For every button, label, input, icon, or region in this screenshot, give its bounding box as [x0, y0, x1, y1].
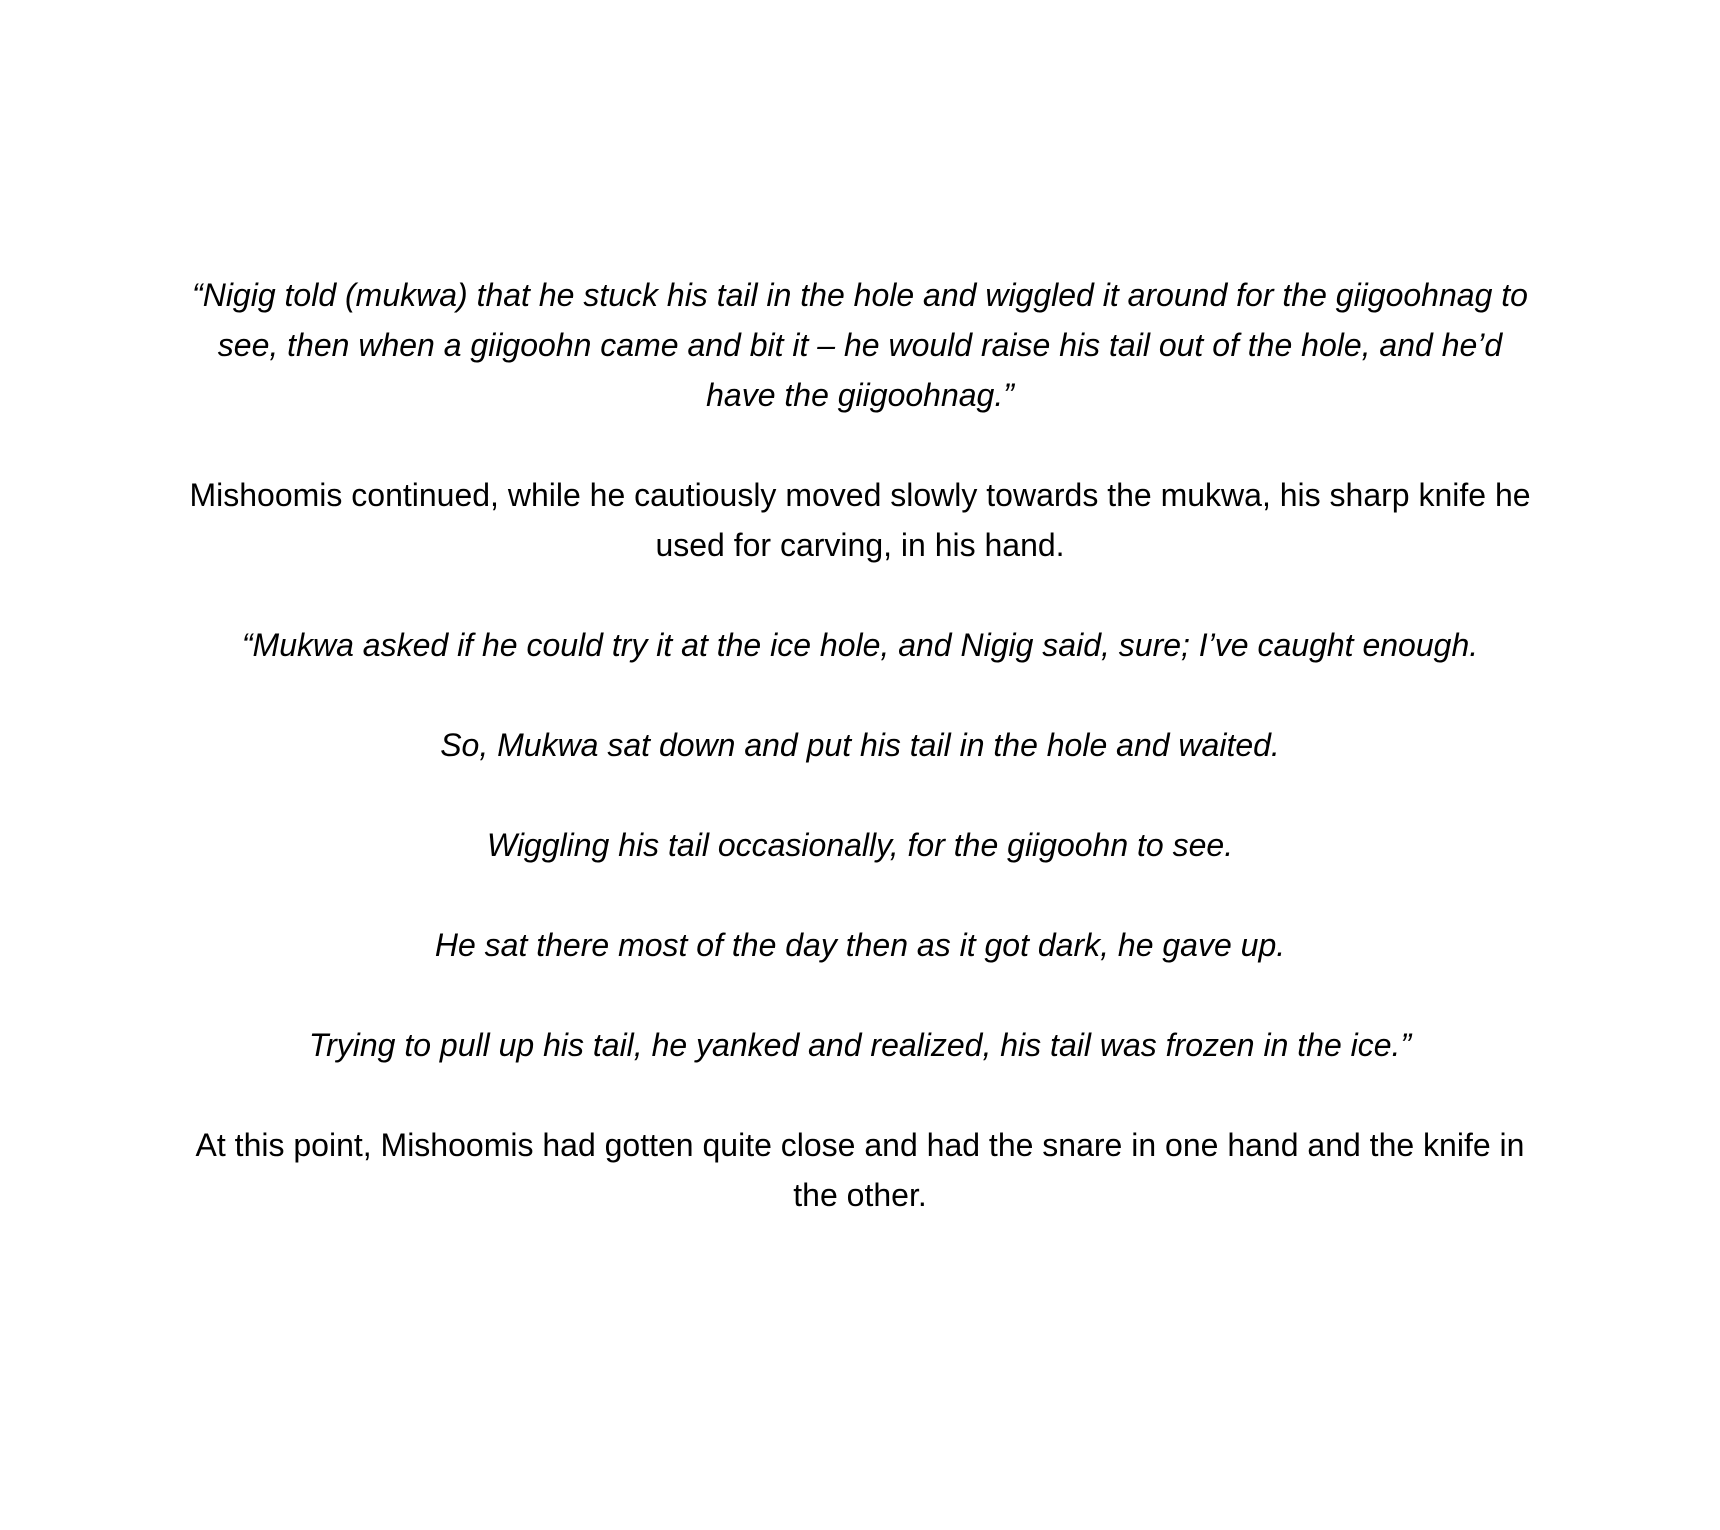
paragraph-nigig-explains: “Nigig told (mukwa) that he stuck his tail in the hole and wiggled it around for the giigoohnag to see, then when a giigoohn came and bit it – he would raise his tail out of the hole, and he’d have the giigoohnag.”	[192, 277, 1528, 413]
paragraph-mukwa-asks: “Mukwa asked if he could try it at the ice hole, and Nigig said, sure; I’ve caught enough.	[241, 627, 1479, 663]
paragraph-mishoomis-continued: Mishoomis continued, while he cautiously moved slowly towards the mukwa, his sharp knife he used for carving, in his hand.	[189, 477, 1531, 563]
paragraph-gave-up: He sat there most of the day then as it got dark, he gave up.	[434, 927, 1286, 963]
paragraph-wiggling-tail: Wiggling his tail occasionally, for the giigoohn to see.	[486, 827, 1234, 863]
paragraph-mishoomis-close: At this point, Mishoomis had gotten quite close and had the snare in one hand and the knife in the other.	[195, 1127, 1525, 1213]
paragraph-tail-frozen: Trying to pull up his tail, he yanked and realized, his tail was frozen in the ice.”	[308, 1027, 1412, 1063]
paragraph-mukwa-waits: So, Mukwa sat down and put his tail in the hole and waited.	[440, 727, 1280, 763]
story-text	[180, 270, 1540, 1220]
